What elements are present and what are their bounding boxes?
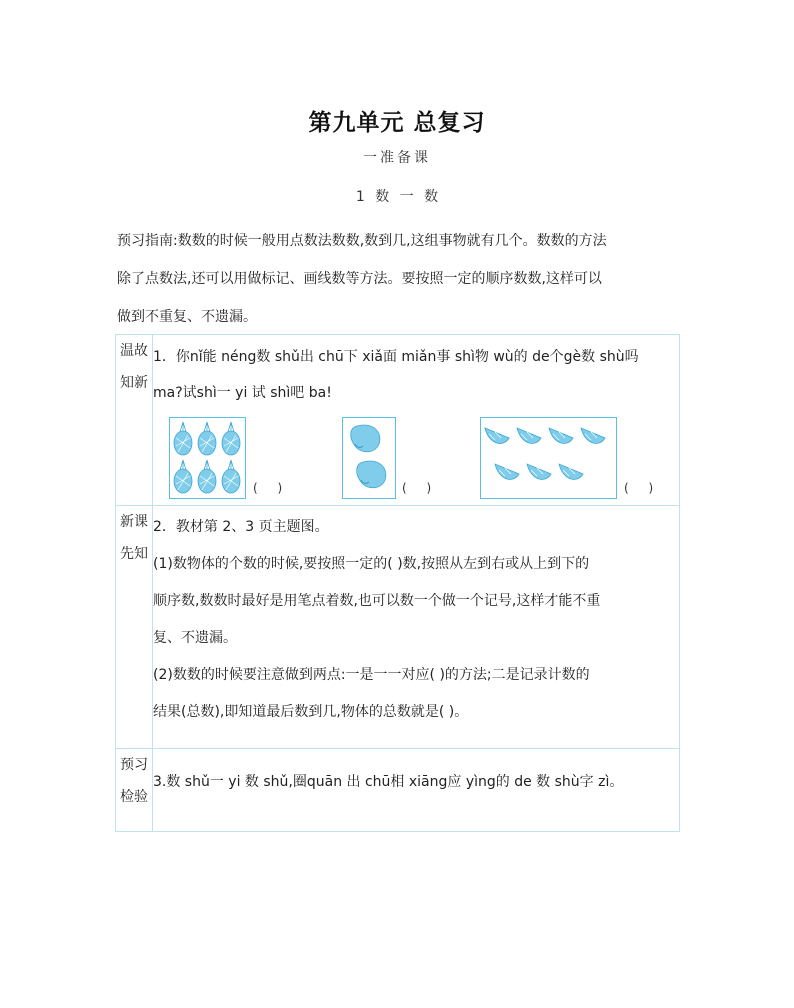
peach-figure (342, 417, 396, 499)
question-2-line: (1)数物体的个数的时候,要按照一定的( )数,按照从左到右或从上到下的 (153, 556, 590, 572)
row-label-check: 预习 检验 (116, 749, 153, 832)
answer-blank[interactable]: ( ) (624, 481, 662, 495)
guide-line: 做到不重复、不遗漏。 (117, 309, 257, 325)
table-row (116, 506, 680, 749)
section-subtitle: 一准备课 (363, 150, 431, 166)
question-3-line: 3.数 shǔ一 yi 数 shǔ,圈quān 出 chū相 xiāng应 yìng的 de 数 shù字 zì。 (153, 774, 624, 790)
table-row (116, 335, 680, 506)
answer-blank[interactable]: ( ) (253, 481, 291, 495)
check-content (153, 749, 680, 832)
guide-line: 预习指南:数数的时候一般用点数法数数,数到几,这组事物就有几个。数数的方法 (117, 233, 607, 249)
page-title: 第九单元 总复习 (308, 110, 486, 136)
preview-content (153, 506, 680, 749)
pineapple-icon (170, 418, 245, 498)
melon-figure (480, 417, 617, 499)
guide-line: 除了点数法,还可以用做标记、画线数等方法。要按照一定的顺序数数,这样可以 (117, 271, 602, 287)
table-row (116, 749, 680, 832)
question-1-line: 1．你nǐ能 néng数 shǔ出 chū下 xiǎ面 miǎn事 shì物 wù的 de个gè数 shù吗 (153, 349, 639, 365)
counting-figures (153, 417, 679, 503)
preview-guide (117, 222, 677, 336)
answer-blank[interactable]: ( ) (402, 481, 440, 495)
question-2-line: 2．教材第 2、3 页主题图。 (153, 519, 329, 535)
melon-slice-icon (481, 418, 616, 498)
question-2-line: 结果(总数),即知道最后数到几,物体的总数就是( )。 (153, 704, 469, 720)
question-2-line: (2)数数的时候要注意做到两点:一是一一对应( )的方法;二是记录计数的 (153, 667, 590, 683)
row-label-review: 温故 知新 (116, 335, 153, 506)
peach-icon (343, 418, 395, 498)
question-2-line: 复、不遗漏。 (153, 630, 237, 646)
row-label-preview: 新课 先知 (116, 506, 153, 749)
pineapple-figure (169, 417, 246, 499)
question-2-line: 顺序数,数数时最好是用笔点着数,也可以数一个做一个记号,这样才能不重 (153, 593, 601, 609)
review-content (153, 335, 680, 506)
question-1-line: ma?试shì一 yi 试 shì吧 ba! (153, 385, 332, 401)
lesson-title: 1 数 一 数 (355, 189, 439, 205)
exercise-table (115, 334, 680, 832)
